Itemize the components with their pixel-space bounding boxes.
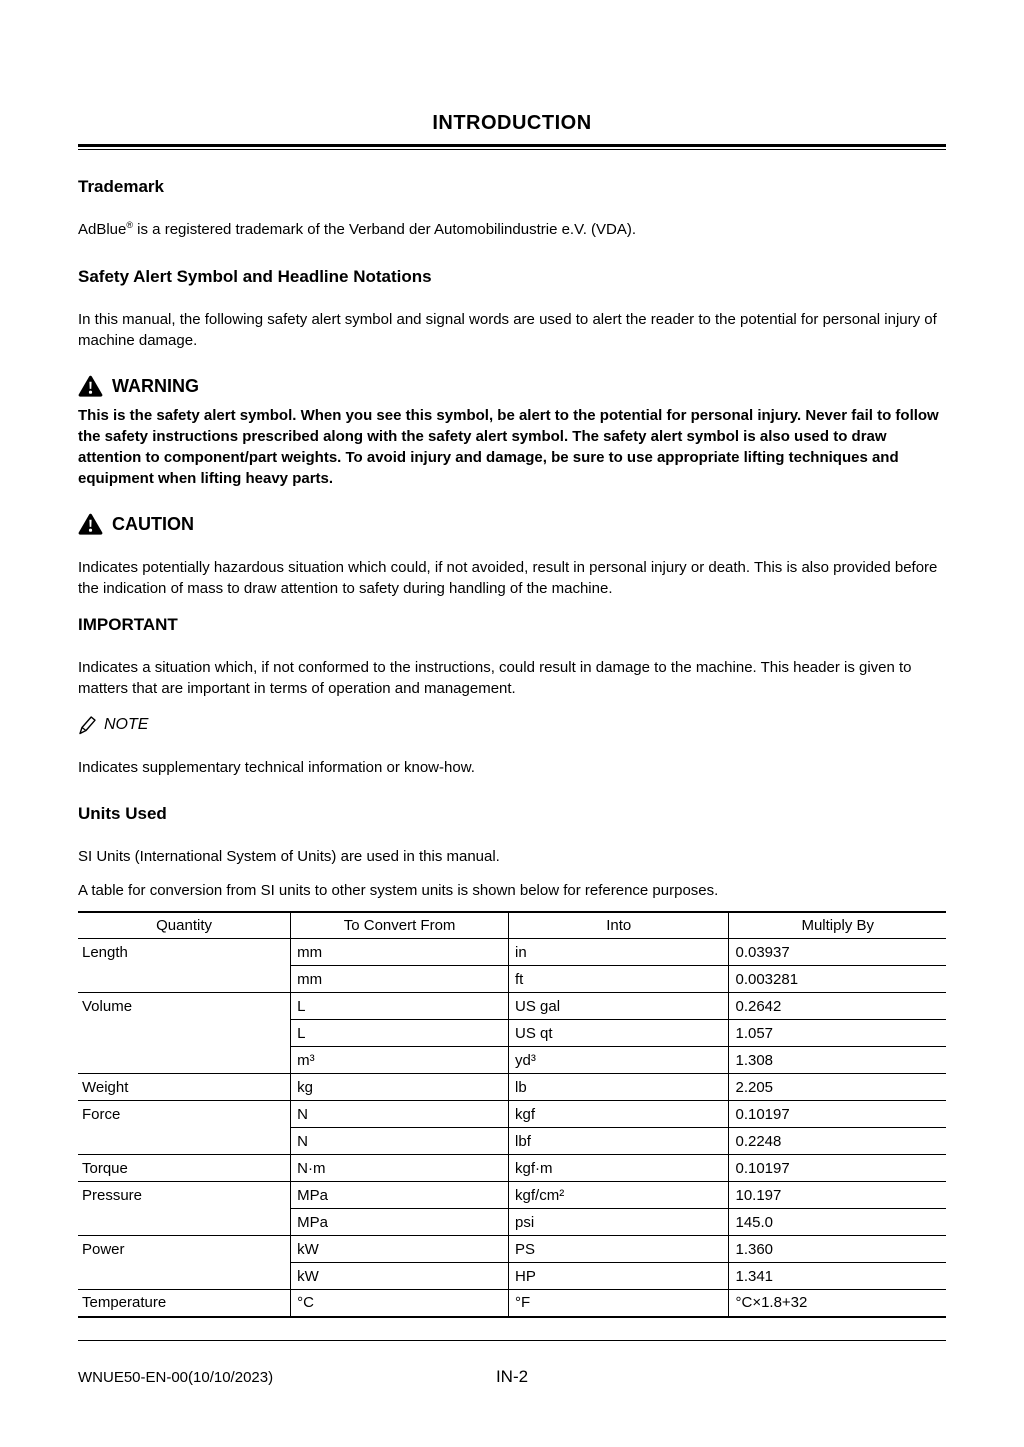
cell-quantity: Force bbox=[78, 1101, 291, 1128]
conversion-table-header bbox=[78, 912, 946, 939]
cell-quantity bbox=[78, 966, 291, 993]
cell-multiply-by: 0.10197 bbox=[729, 1101, 946, 1128]
cell-into: kgf·m bbox=[509, 1155, 729, 1182]
page-footer bbox=[78, 1340, 946, 1387]
cell-convert-from: kW bbox=[291, 1263, 509, 1290]
unit-conversion-table bbox=[78, 911, 946, 1318]
cell-convert-from: MPa bbox=[291, 1182, 509, 1209]
cell-quantity: Weight bbox=[78, 1074, 291, 1101]
column-header-multiply-by: Multiply By bbox=[729, 912, 946, 939]
pencil-icon bbox=[78, 715, 96, 735]
table-row bbox=[78, 1209, 946, 1236]
cell-multiply-by: 145.0 bbox=[729, 1209, 946, 1236]
cell-multiply-by: 1.360 bbox=[729, 1236, 946, 1263]
warning-triangle-icon bbox=[78, 375, 103, 397]
column-header-into: Into bbox=[509, 912, 729, 939]
table-row bbox=[78, 1263, 946, 1290]
document-code: WNUE50-EN-00(10/10/2023) bbox=[78, 1369, 274, 1386]
warning-header bbox=[78, 375, 946, 397]
table-row bbox=[78, 1155, 946, 1182]
cell-multiply-by: °C×1.8+32 bbox=[729, 1290, 946, 1317]
warning-body: This is the safety alert symbol. When you see this symbol, be alert to the potential for personal injury. Never fail to follow the safety instructions prescribed along with the safety alert symbol. The safety alert symbol is also used to draw attention to component/part weights. To avoid injury and damage, be sure to use appropriate lifting techniques and equipment when lifting heavy parts. bbox=[78, 407, 939, 487]
cell-quantity bbox=[78, 1020, 291, 1047]
trademark-text-prefix: AdBlue bbox=[78, 221, 127, 238]
caution-body: Indicates potentially hazardous situation which could, if not avoided, result in personal injury or death. This is also provided before the indication of mass to draw attention to safety during handling of the machine. bbox=[78, 559, 938, 597]
trademark-text-rest: is a registered trademark of the Verband der Automobilindustrie e.V. (VDA). bbox=[133, 221, 637, 238]
cell-convert-from: N bbox=[291, 1101, 509, 1128]
column-header-to-convert-from: To Convert From bbox=[291, 912, 509, 939]
table-row bbox=[78, 993, 946, 1020]
cell-convert-from: L bbox=[291, 993, 509, 1020]
cell-multiply-by: 0.2642 bbox=[729, 993, 946, 1020]
conversion-table-body bbox=[78, 939, 946, 1317]
cell-quantity: Volume bbox=[78, 993, 291, 1020]
cell-multiply-by: 1.341 bbox=[729, 1263, 946, 1290]
cell-convert-from: °C bbox=[291, 1290, 509, 1317]
table-row bbox=[78, 1182, 946, 1209]
cell-into: HP bbox=[509, 1263, 729, 1290]
cell-into: PS bbox=[509, 1236, 729, 1263]
table-header-row bbox=[78, 912, 946, 939]
title-rule bbox=[78, 144, 946, 150]
table-row bbox=[78, 1047, 946, 1074]
trademark-body bbox=[78, 219, 946, 240]
cell-quantity: Temperature bbox=[78, 1290, 291, 1317]
cell-into: kgf bbox=[509, 1101, 729, 1128]
cell-convert-from: N·m bbox=[291, 1155, 509, 1182]
note-body: Indicates supplementary technical information or know-how. bbox=[78, 759, 475, 776]
cell-into: in bbox=[509, 939, 729, 966]
units-heading: Units Used bbox=[78, 804, 167, 823]
note-label: NOTE bbox=[104, 716, 149, 733]
column-header-quantity: Quantity bbox=[78, 912, 291, 939]
cell-into: °F bbox=[509, 1290, 729, 1317]
cell-quantity: Length bbox=[78, 939, 291, 966]
cell-convert-from: m³ bbox=[291, 1047, 509, 1074]
cell-convert-from: L bbox=[291, 1020, 509, 1047]
cell-quantity: Torque bbox=[78, 1155, 291, 1182]
registered-trademark-symbol: ® bbox=[126, 220, 134, 230]
cell-convert-from: kg bbox=[291, 1074, 509, 1101]
page-number: IN-2 bbox=[495, 1367, 529, 1386]
cell-convert-from: mm bbox=[291, 966, 509, 993]
safety-alert-body: In this manual, the following safety alert symbol and signal words are used to alert the reader to the potential for personal injury of machine damage. bbox=[78, 311, 937, 349]
cell-multiply-by: 0.10197 bbox=[729, 1155, 946, 1182]
caution-triangle-icon bbox=[78, 513, 103, 535]
cell-quantity bbox=[78, 1209, 291, 1236]
note-header bbox=[78, 715, 946, 735]
warning-label: WARNING bbox=[112, 375, 199, 396]
cell-convert-from: kW bbox=[291, 1236, 509, 1263]
page-title: INTRODUCTION bbox=[432, 112, 592, 134]
important-label: IMPORTANT bbox=[78, 615, 178, 634]
trademark-heading: Trademark bbox=[78, 177, 164, 196]
table-row bbox=[78, 1290, 946, 1317]
important-body: Indicates a situation which, if not conformed to the instructions, could result in damage to the machine. This header is given to matters that are important in terms of operation and management. bbox=[78, 659, 912, 697]
cell-quantity bbox=[78, 1263, 291, 1290]
cell-into: lbf bbox=[509, 1128, 729, 1155]
cell-multiply-by: 0.2248 bbox=[729, 1128, 946, 1155]
table-row bbox=[78, 1128, 946, 1155]
caution-label: CAUTION bbox=[112, 513, 194, 534]
cell-quantity bbox=[78, 1047, 291, 1074]
cell-into: ft bbox=[509, 966, 729, 993]
caution-header bbox=[78, 513, 946, 535]
safety-alert-heading: Safety Alert Symbol and Headline Notations bbox=[78, 267, 432, 286]
cell-convert-from: MPa bbox=[291, 1209, 509, 1236]
table-row bbox=[78, 1236, 946, 1263]
cell-quantity bbox=[78, 1128, 291, 1155]
cell-into: US gal bbox=[509, 993, 729, 1020]
cell-multiply-by: 0.003281 bbox=[729, 966, 946, 993]
cell-into: kgf/cm² bbox=[509, 1182, 729, 1209]
cell-quantity: Power bbox=[78, 1236, 291, 1263]
cell-into: US qt bbox=[509, 1020, 729, 1047]
table-row bbox=[78, 966, 946, 993]
cell-quantity: Pressure bbox=[78, 1182, 291, 1209]
cell-multiply-by: 1.057 bbox=[729, 1020, 946, 1047]
cell-into: lb bbox=[509, 1074, 729, 1101]
units-body-1: SI Units (International System of Units) are used in this manual. bbox=[78, 848, 500, 865]
cell-convert-from: mm bbox=[291, 939, 509, 966]
cell-into: yd³ bbox=[509, 1047, 729, 1074]
cell-convert-from: N bbox=[291, 1128, 509, 1155]
cell-multiply-by: 1.308 bbox=[729, 1047, 946, 1074]
table-row bbox=[78, 1020, 946, 1047]
cell-into: psi bbox=[509, 1209, 729, 1236]
cell-multiply-by: 10.197 bbox=[729, 1182, 946, 1209]
units-body-2: A table for conversion from SI units to other system units is shown below for reference purposes. bbox=[78, 882, 719, 899]
cell-multiply-by: 0.03937 bbox=[729, 939, 946, 966]
table-row bbox=[78, 939, 946, 966]
table-row bbox=[78, 1101, 946, 1128]
page-footer-inner bbox=[78, 1341, 946, 1387]
cell-multiply-by: 2.205 bbox=[729, 1074, 946, 1101]
table-row bbox=[78, 1074, 946, 1101]
